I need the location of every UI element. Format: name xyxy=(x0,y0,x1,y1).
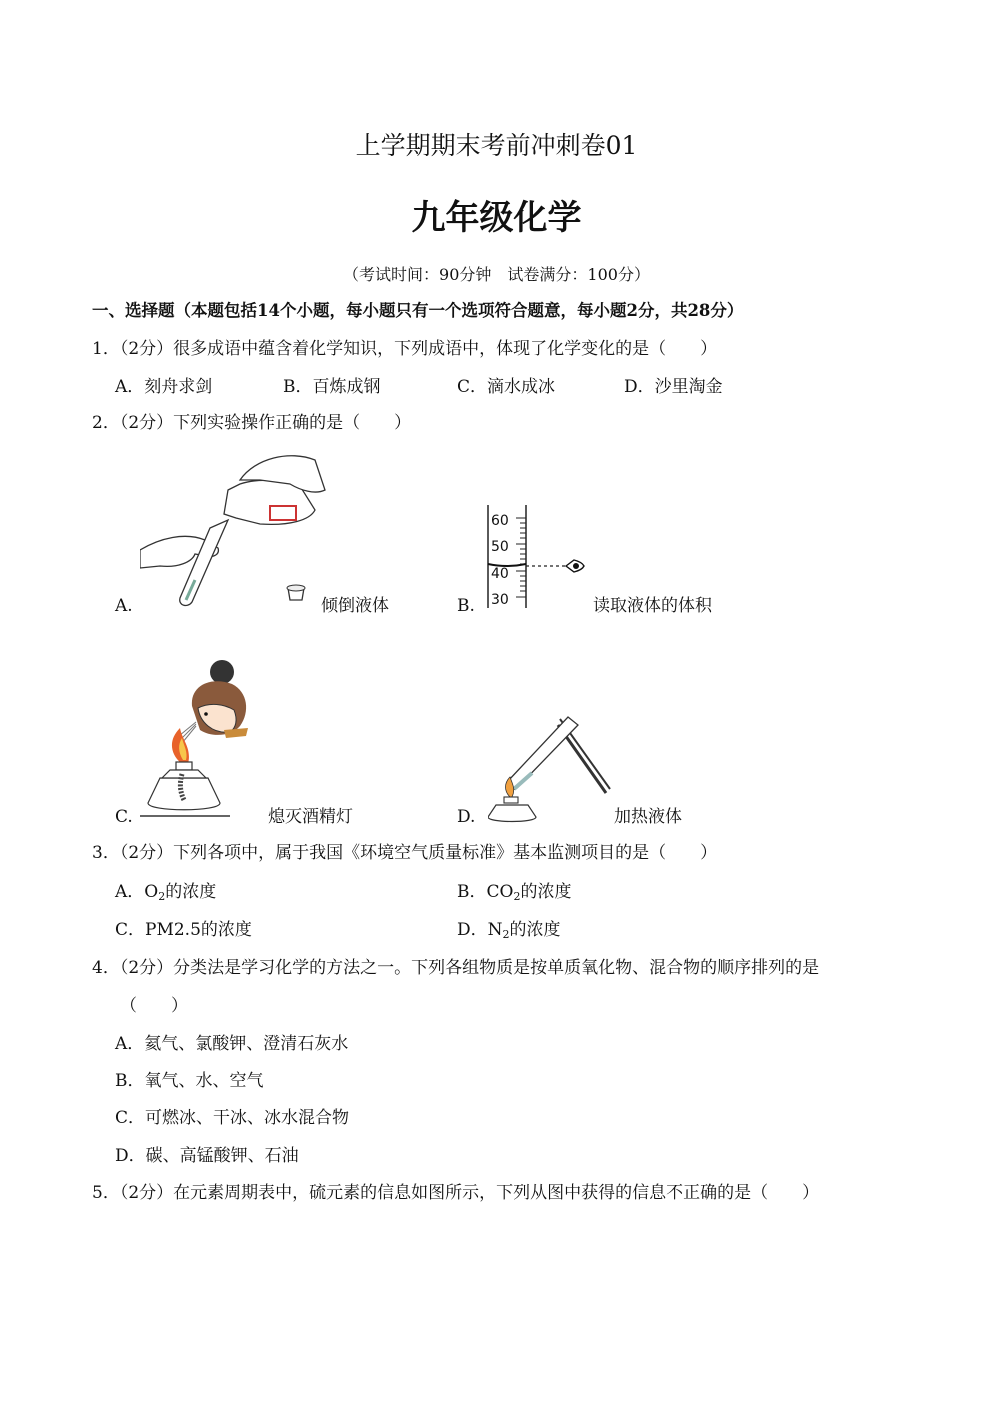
q2-option-c-letter: C. xyxy=(115,807,133,827)
q4-stem: 4．（2分）分类法是学习化学的方法之一。下列各组物质是按单质氧化物、混合物的顺序排列的是 xyxy=(92,958,820,978)
q3-stem: 3．（2分）下列各项中，属于我国《环境空气质量标准》基本监测项目的是（ ） xyxy=(92,843,718,863)
cylinder-tick-40: 40 xyxy=(491,566,509,582)
q2-stem: 2．（2分）下列实验操作正确的是（ ） xyxy=(92,413,412,433)
q3-option-b-rest: 的浓度 xyxy=(520,882,572,902)
cylinder-tick-50: 50 xyxy=(491,539,509,555)
q1-option-d: D．沙里淘金 xyxy=(624,377,723,397)
q3-option-d-letter: D． xyxy=(457,920,488,940)
q4-option-c: C．可燃冰、干冰、冰水混合物 xyxy=(115,1108,350,1128)
q3-option-c-letter: C． xyxy=(115,920,146,940)
q4-stem-continued: （ ） xyxy=(120,996,188,1016)
q3-option-b-letter: B． xyxy=(457,882,487,902)
q2-option-b-caption: 读取液体的体积 xyxy=(593,596,712,616)
q3-option-a-rest: 的浓度 xyxy=(165,882,217,902)
q2-option-a-caption: 倾倒液体 xyxy=(321,596,389,616)
q2-option-c-caption: 熄灭酒精灯 xyxy=(268,807,353,827)
cylinder-tick-30: 30 xyxy=(491,592,509,608)
q3-option-c-rest: 的浓度 xyxy=(200,920,252,940)
q3-option-c xyxy=(115,919,252,941)
q4-option-b: B．氧气、水、空气 xyxy=(115,1071,264,1091)
q5-stem: 5．（2分）在元素周期表中，硫元素的信息如图所示，下列从图中获得的信息不正确的是（ ） xyxy=(92,1183,820,1203)
q3-option-d-formula: N xyxy=(487,920,503,940)
q3-option-d-rest: 的浓度 xyxy=(509,920,561,940)
q2-option-b-letter: B. xyxy=(457,596,475,616)
pour-liquid-illustration xyxy=(140,450,340,610)
q3-option-a xyxy=(115,881,216,903)
q3-option-b xyxy=(457,881,571,903)
q1-option-a: A．刻舟求剑 xyxy=(115,377,213,397)
exam-info: （考试时间：90分钟 试卷满分：100分） xyxy=(343,265,650,284)
subject-title: 九年级化学 xyxy=(411,198,582,238)
q3-option-d-sub: 2 xyxy=(502,928,510,941)
q3-option-a-letter: A． xyxy=(115,882,145,902)
q3-option-d xyxy=(457,919,561,941)
q3-option-a-sub: 2 xyxy=(158,890,166,903)
q2-option-d-caption: 加热液体 xyxy=(614,807,682,827)
q3-option-b-sub: 2 xyxy=(513,890,521,903)
exam-title: 上学期期末考前冲刺卷01 xyxy=(355,131,638,160)
q3-option-b-formula: CO xyxy=(486,882,514,902)
q1-option-c: C．滴水成冰 xyxy=(457,377,556,397)
cylinder-tick-60: 60 xyxy=(491,513,509,529)
q3-option-a-formula: O xyxy=(144,882,159,902)
q4-option-d: D．碳、高锰酸钾、石油 xyxy=(115,1146,299,1166)
q4-option-a: A．氦气、氯酸钾、澄清石灰水 xyxy=(115,1034,349,1054)
heating-liquid-illustration xyxy=(488,705,618,823)
alcohol-lamp-blow-illustration xyxy=(140,648,270,823)
q1-stem: 1．（2分）很多成语中蕴含着化学知识，下列成语中，体现了化学变化的是（ ） xyxy=(92,339,718,359)
q2-option-d-letter: D. xyxy=(457,807,476,827)
section-heading: 一、选择题（本题包括14个小题，每小题只有一个选项符合题意，每小题2分，共28分） xyxy=(92,301,744,320)
q3-option-c-formula: PM2.5 xyxy=(145,920,201,940)
q1-option-b: B．百炼成钢 xyxy=(283,377,381,397)
q2-option-a-letter: A. xyxy=(115,596,133,616)
